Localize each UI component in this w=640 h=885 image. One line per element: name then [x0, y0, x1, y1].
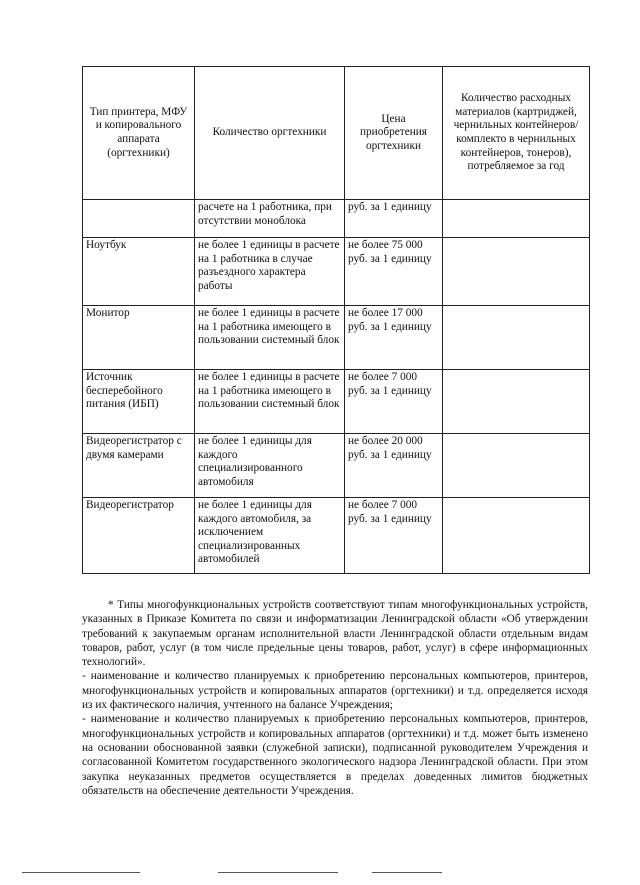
cell-consumables	[443, 370, 590, 434]
cell-type: Видеорегистратор	[83, 498, 195, 574]
note-inventory-basis: - наименование и количество планируемых к приобретению персональных компьютеров, принтеров, многофункциональных устройств и копировальных аппаратов (оргтехники) и т.д. определяется исходя из их фактического наличия, учтенного на балансе Учреждения;	[82, 670, 588, 712]
cell-quantity: расчете на 1 работника, при отсутствии моноблока	[195, 200, 345, 238]
cell-type: Источник бесперебойного питания (ИБП)	[83, 370, 195, 434]
table-row	[83, 306, 590, 370]
cell-price: не более 20 000 руб. за 1 единицу	[345, 434, 443, 498]
cell-quantity: не более 1 единицы для каждого специализированного автомобиля	[195, 434, 345, 498]
cell-consumables	[443, 238, 590, 306]
cell-type: Видеорегистратор с двумя камерами	[83, 434, 195, 498]
cell-consumables	[443, 498, 590, 574]
cell-consumables	[443, 434, 590, 498]
cell-price: не более 7 000 руб. за 1 единицу	[345, 370, 443, 434]
cell-price: не более 17 000 руб. за 1 единицу	[345, 306, 443, 370]
footnote-mfu-types: * Типы многофункциональных устройств соответствуют типам многофункциональных устройств, указанных в Приказе Комитета по связи и информатизации Ленинградской области «Об утверждении требований к закупаемым органам исполнительной власти Ленинградской области отдельным видам товаров, работ, услуг (в том числе предельные цены товаров, работ, услуг) в сфере информационных технологий».	[82, 599, 588, 669]
cell-type	[83, 200, 195, 238]
cell-quantity: не более 1 единицы в расчете на 1 работника имеющего в пользовании системный блок	[195, 306, 345, 370]
cell-price: не более 7 000 руб. за 1 единицу	[345, 498, 443, 574]
cell-consumables	[443, 200, 590, 238]
cell-consumables	[443, 306, 590, 370]
header-printer-type: Тип принтера, МФУ и копировального аппарата (оргтехники)	[83, 67, 195, 200]
cell-type: Ноутбук	[83, 238, 195, 306]
table-row	[83, 434, 590, 498]
scan-edge-line	[218, 872, 338, 873]
table-row	[83, 238, 590, 306]
header-purchase-price: Цена приобретения оргтехники	[345, 67, 443, 200]
cell-price: руб. за 1 единицу	[345, 200, 443, 238]
cell-type: Монитор	[83, 306, 195, 370]
cell-quantity: не более 1 единицы в расчете на 1 работника в случае разъездного характера работы	[195, 238, 345, 306]
table-row	[83, 498, 590, 574]
table-row	[83, 200, 590, 238]
note-change-procedure: - наименование и количество планируемых к приобретению персональных компьютеров, принтеров, многофункциональных устройств и копировальных аппаратов (оргтехники) и т.д. может быть изменено на основании обоснованной заявки (служебной записки), подписанной руководителем Учреждения и согласованной Комитетом государственного экологического надзора Ленинградской области. При этом закупка неуказанных предметов осуществляется в пределах доведенных лимитов бюджетных обязательств на обеспечение деятельности Учреждения.	[82, 713, 588, 797]
cell-quantity: не более 1 единицы для каждого автомобиля, за исключением специализированных автомобилей	[195, 498, 345, 574]
cell-price: не более 75 000 руб. за 1 единицу	[345, 238, 443, 306]
table-header-row	[83, 67, 590, 200]
table-row	[83, 370, 590, 434]
cell-quantity: не более 1 единицы в расчете на 1 работника имеющего в пользовании системный блок	[195, 370, 345, 434]
equipment-table	[82, 66, 590, 574]
scan-edge-line	[372, 872, 442, 873]
scan-edge-line	[22, 872, 140, 873]
header-consumables-quantity: Количество расходных материалов (картриджей, чернильных контейнеров/комплекто в чернильных контейнеров, тонеров), потребляемое за год	[443, 67, 590, 200]
header-equipment-quantity: Количество оргтехники	[195, 67, 345, 200]
footnotes	[82, 598, 588, 798]
